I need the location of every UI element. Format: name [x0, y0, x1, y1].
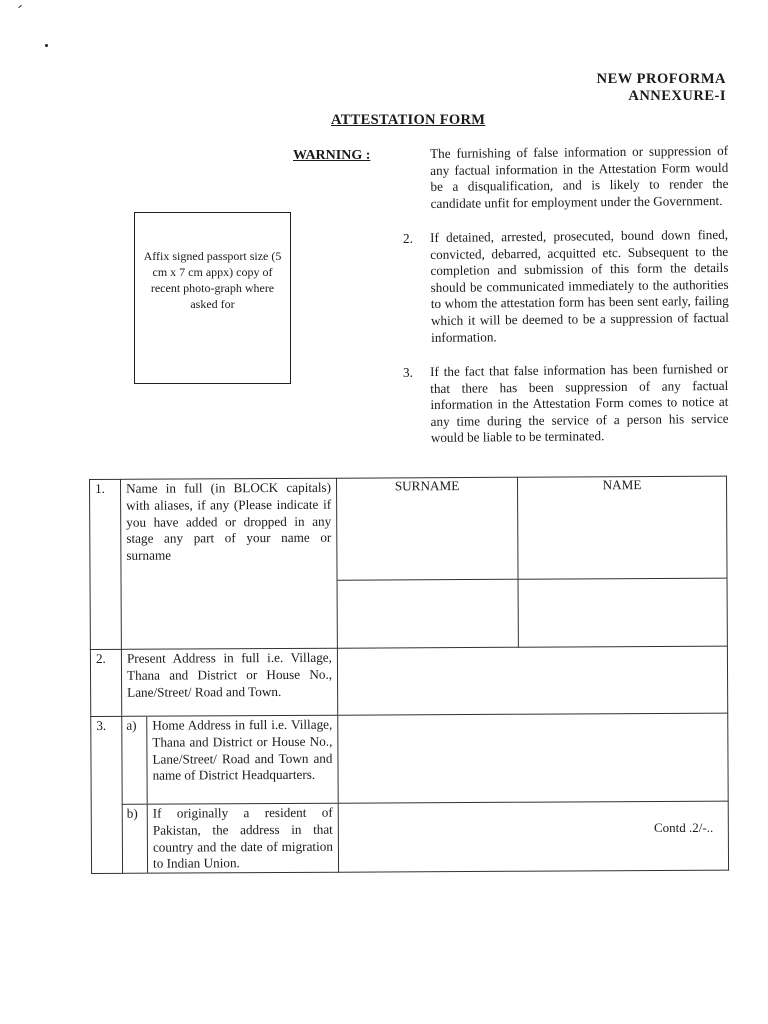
warning-point-3: If the fact that false information has been furnished or that there has been suppression of any factual information in the Attestation Form comes to notice at any time during the service of a person his service would be liable to be terminated. — [430, 360, 729, 446]
scan-mark — [18, 5, 22, 8]
pakistan-address-field[interactable] — [338, 801, 728, 872]
warning-point-1: The furnishing of false information or suppression of any factual information in the Attestation Form would be a disqualification, and is likely to render the candidate unfit for employment under the Government. — [430, 142, 729, 211]
question-pakistan-cell — [122, 803, 338, 873]
scan-mark — [45, 44, 48, 47]
question-home-address: Home Address in full i.e. Village, Thana and District or House No., Lane/Street/ Road and Town and name of District Headquarters. — [152, 716, 333, 784]
photo-box[interactable] — [134, 212, 291, 384]
warning-label: WARNING : — [293, 148, 371, 163]
proforma-label: NEW PROFORMA — [596, 71, 726, 87]
present-address-field[interactable] — [337, 646, 727, 715]
row-number: 3. — [91, 716, 123, 873]
surname-field[interactable] — [337, 579, 518, 648]
warning-point-2: If detained, arrested, prosecuted, bound down fined, convicted, debarred, acquitted etc. Subsequent to the completion and submission of this form the details should be communicated immediately to the authorities to whom the attestation form has been sent early, failing which it will be deemed to be a suppression of factual information. — [430, 226, 730, 345]
name-header: NAME — [517, 476, 727, 579]
question-name: Name in full (in BLOCK capitals) with aliases, if any (Please indicate if you have added or dropped in any stage any part of your name or surname — [121, 478, 338, 649]
photo-instruction: Affix signed passport size (5 cm x 7 cm appx) copy of recent photo-graph where asked for — [143, 249, 282, 311]
row-number: 1. — [90, 479, 122, 649]
name-field[interactable] — [518, 578, 727, 647]
sub-label: a) — [122, 717, 147, 804]
warning-point-3-number: 3. — [403, 365, 413, 380]
question-home-address-cell — [122, 715, 338, 804]
question-present-address: Present Address in full i.e. Village, Thana and District or House No., Lane/Street/ Road and Town. — [121, 648, 337, 716]
home-address-field[interactable] — [338, 713, 728, 803]
annexure-label: ANNEXURE-I — [628, 88, 726, 104]
attestation-table — [89, 476, 729, 875]
surname-header: SURNAME — [336, 477, 518, 580]
warning-point-2-number: 2. — [403, 231, 413, 246]
form-title: ATTESTATION FORM — [331, 112, 486, 128]
question-pakistan-address: If originally a resident of Pakistan, the address in that country and the date of migration to Indian Union. — [152, 804, 333, 872]
continued-note: Contd .2/-.. — [654, 820, 714, 835]
row-number: 2. — [90, 649, 121, 716]
sub-label: b) — [123, 805, 148, 873]
